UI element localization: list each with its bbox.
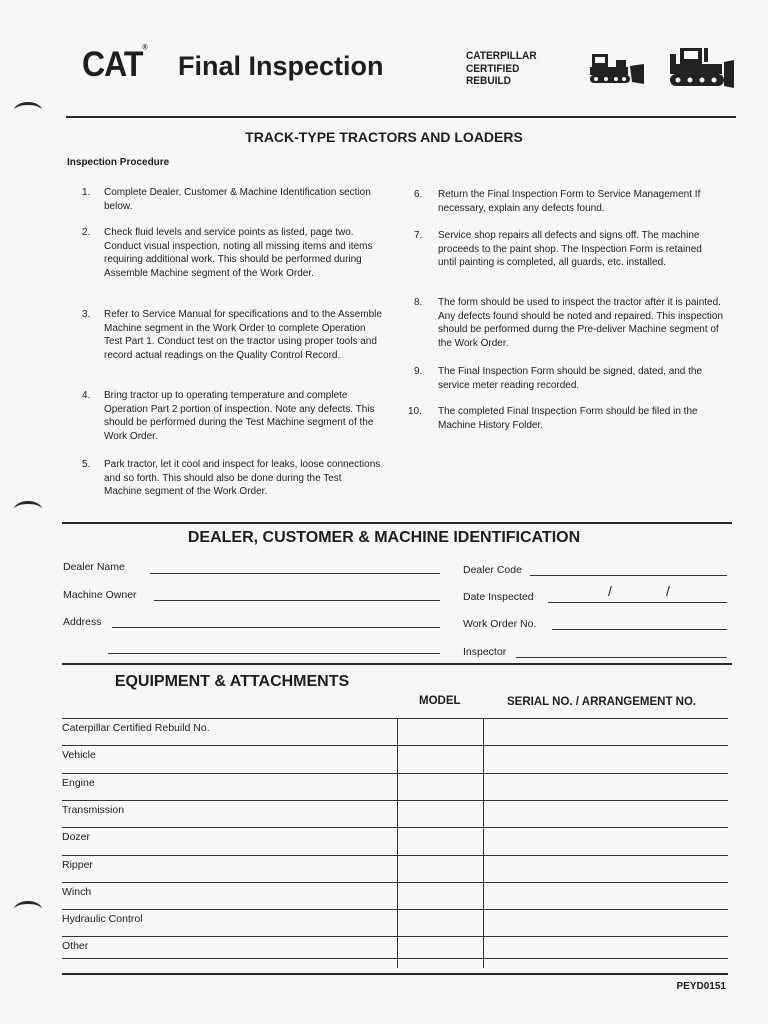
page-title: Final Inspection (178, 51, 384, 81)
form-code: PEYD0151 (676, 981, 726, 992)
section-rule (62, 663, 732, 665)
binder-hole-top (14, 102, 42, 119)
model-cell[interactable] (398, 774, 483, 800)
serial-cell[interactable] (484, 937, 728, 963)
table-divider (397, 718, 398, 968)
dealer-code-label: Dealer Code (463, 564, 522, 576)
serial-cell[interactable] (484, 910, 728, 936)
column-header-model: MODEL (419, 695, 461, 707)
equipment-row-label: Hydraulic Control (62, 913, 143, 926)
serial-cell[interactable] (484, 746, 728, 772)
procedure-label: Inspection Procedure (67, 157, 170, 168)
date-inspected-field[interactable] (548, 602, 727, 603)
dealer-name-label: Dealer Name (63, 561, 125, 573)
machine-owner-label: Machine Owner (63, 589, 137, 601)
model-cell[interactable] (398, 937, 483, 963)
serial-cell[interactable] (484, 719, 728, 745)
model-cell[interactable] (398, 910, 483, 936)
equipment-row-label: Caterpillar Certified Rebuild No. (62, 722, 210, 734)
binder-hole-middle (14, 501, 42, 518)
bulldozer-icon (666, 44, 736, 92)
section-rule (62, 522, 732, 524)
address-label: Address (63, 616, 102, 628)
equipment-row-label: Transmission (62, 803, 125, 816)
identification-title: DEALER, CUSTOMER & MACHINE IDENTIFICATION (187, 529, 581, 546)
section-subtitle: TRACK-TYPE TRACTORS AND LOADERS (245, 129, 523, 145)
inspector-label: Inspector (463, 646, 507, 658)
column-header-serial: SERIAL NO. / ARRANGEMENT NO. (507, 696, 697, 708)
equipment-title: EQUIPMENT & ATTACHMENTS (114, 673, 350, 690)
tractor-icon (586, 50, 646, 90)
header-rule (66, 116, 736, 118)
serial-cell[interactable] (484, 883, 728, 909)
address-field[interactable] (112, 627, 440, 628)
serial-cell[interactable] (484, 856, 728, 882)
model-cell[interactable] (398, 719, 483, 745)
model-cell[interactable] (398, 883, 483, 909)
dealer-name-field[interactable] (150, 573, 440, 574)
serial-cell[interactable] (484, 801, 728, 827)
table-bottom-rule (62, 973, 728, 975)
dealer-code-field[interactable] (530, 575, 727, 576)
table-divider (483, 718, 484, 968)
equipment-row-label: Other (62, 940, 89, 953)
work-order-field[interactable] (552, 629, 727, 630)
cat-logo: CAT® (82, 44, 148, 84)
serial-cell[interactable] (484, 828, 728, 854)
model-cell[interactable] (398, 856, 483, 882)
date-separator: / (608, 583, 612, 599)
equipment-row-label: Ripper (62, 858, 93, 871)
date-inspected-label: Date Inspected (463, 591, 534, 603)
equipment-row-label: Winch (62, 885, 92, 898)
work-order-label: Work Order No. (463, 618, 537, 630)
date-separator: / (666, 583, 670, 599)
model-cell[interactable] (398, 828, 483, 854)
table-row-line (62, 958, 728, 959)
model-cell[interactable] (398, 801, 483, 827)
equipment-row-label: Vehicle (62, 749, 96, 762)
inspector-field[interactable] (516, 657, 727, 658)
serial-cell[interactable] (484, 774, 728, 800)
address-field-line-2[interactable] (108, 653, 440, 654)
binder-hole-bottom (14, 901, 42, 918)
equipment-row-label: Engine (62, 776, 95, 789)
model-cell[interactable] (398, 746, 483, 772)
certified-rebuild-label: CATERPILLAR CERTIFIED REBUILD (466, 50, 537, 87)
equipment-row-label: Dozer (62, 831, 91, 844)
machine-owner-field[interactable] (154, 600, 440, 601)
